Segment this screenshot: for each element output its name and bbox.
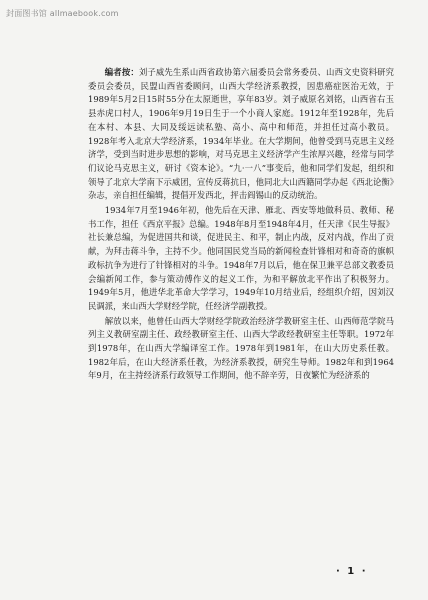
paragraph-1-text: 刘子威先生系山西省政协第六届委员会常务委员、山西文史资料研究委员会委员，民盟山西省委顾问，山西大学经济系教授，因患癌症医治无效，于1989年5月2日15时55分在太原逝世，享年83岁。刘子威原名刘铭，山西省右玉县赤虎口村人，1906年9月19日生于一个小商人家庭。1912年至1928年，先后在本村、本县、大同及绥远读私塾、高小、高中和师范，并担任过高小教员。1928年考入北京大学经济系，1934年毕业。在大学期间，他曾受到马克思主义经济学，受到当时进步思想的影响，对马克思主义经济学产生浓厚兴趣，经常与同学们议论马克思主义，研讨《资本论》。“九·一八”事变后，他和同学们发起，组织和领导了北京大学南下示威团，宣传反蒋抗日，他同北大山西籍同学办起《西北论衡》杂志，亲自担任编辑，提倡开发西北，抨击阎锡山的反动统治。 — [88, 67, 395, 201]
document-body — [88, 66, 394, 384]
editor-note-label: 编者按： — [104, 67, 139, 77]
watermark-text: 封面图书馆 allmaebook.com — [6, 9, 119, 18]
paragraph-2: 1934年7月至1946年初，他先后在天津、雁北、西安等地做科员、教师、秘书工作，担任《西京平报》总编。1948年8月至1948年4月，任天津《民生导报》社长兼总编，为促进国共和谈，促进民主、和平，制止内战，反对内战，作出了贡献，为拜击蒋斗争，主持不少。他同国民党当局的新闻检查针锋相对和奇奇的旗帜政标抗争为进行了针锋相对的斗争。1948年7月以后，他在保卫兼平总部文教委员会编新闻工作，参与策动傅作义的起义工作，为和平解放北平作出了积极努力。1949年5月，他进华北革命大学学习，1949年10月结业后，经组织介绍，因刘汉民调派，来山西大学财经学院，任经济学副教授。 — [88, 205, 394, 311]
paragraph-1 — [88, 66, 394, 203]
paragraph-3: 解放以来，他曾任山西大学财经学院政治经济学教研室主任、山西师范学院马列主义教研室副主任、政经教研室主任、山西大学政经教研室主任等职。1972年到1978年，在山西大学编译室工作。1978年到1981年，在山大历史系任教。1982年后，在山大经济系任教，为经济系教授，研究生导师。1982年和到1964年9月，在主持经济系行政领导工作期间，他不辞辛劳，日夜繁忙为经济系的 — [88, 315, 394, 381]
page-number: · 1 · — [336, 566, 368, 577]
